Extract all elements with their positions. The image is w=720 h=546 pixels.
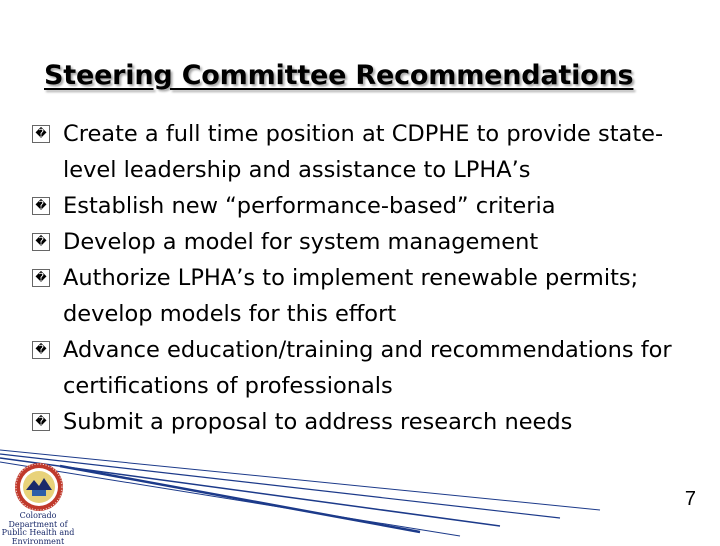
bullet-item xyxy=(30,188,690,224)
bullet-item xyxy=(30,404,690,440)
bullet-text: Advance education/training and recommendations for certifications of professionals xyxy=(63,337,672,399)
bullet-item xyxy=(30,224,690,260)
bullet-text: Submit a proposal to address research needs xyxy=(63,409,573,435)
bullet-item xyxy=(30,116,690,188)
slide-title: Steering Committee Recommendations xyxy=(44,60,634,91)
bullet-box-icon: � xyxy=(32,197,50,215)
bullet-box-icon: � xyxy=(32,233,50,251)
bullet-text: Authorize LPHA’s to implement renewable permits; develop models for this effort xyxy=(63,265,639,327)
bullet-list xyxy=(30,116,690,440)
bullet-item xyxy=(30,260,690,332)
bullet-item xyxy=(30,332,690,404)
bullet-text: Establish new “performance-based” criteria xyxy=(63,193,556,219)
bullet-box-icon: � xyxy=(32,341,50,359)
page-number: 7 xyxy=(684,488,696,510)
bullet-text: Develop a model for system management xyxy=(63,229,539,255)
bullet-text: Create a full time position at CDPHE to provide state-level leadership and assistance to LPHA’s xyxy=(63,121,664,183)
decorative-lines xyxy=(0,440,720,540)
logo-caption: Colorado Department of Public Health and Environment xyxy=(1,511,75,546)
bullet-box-icon: � xyxy=(32,269,50,287)
bullet-box-icon: � xyxy=(32,125,50,143)
bullet-box-icon: � xyxy=(32,413,50,431)
